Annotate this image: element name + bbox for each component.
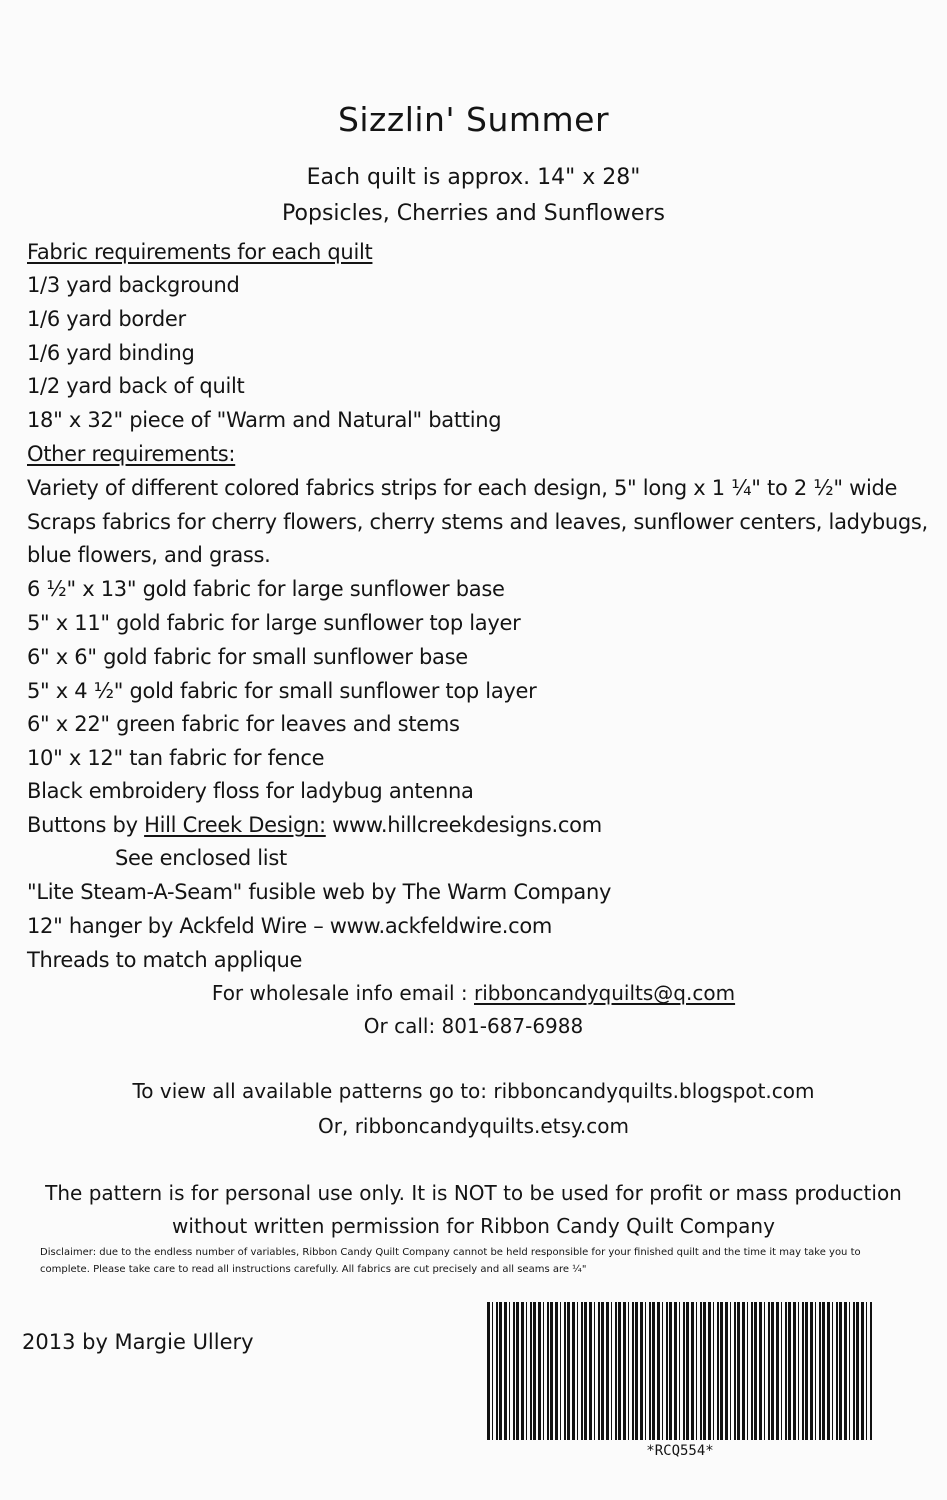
other-item: "Lite Steam-A-Seam" fusible web by The Warm Company [27,880,612,904]
buttons-line [27,813,602,837]
enclosed-list-note: See enclosed list [115,846,287,870]
fabric-requirements-heading: Fabric requirements for each quilt [27,240,373,264]
pattern-title: Sizzlin' Summer [337,100,610,139]
wholesale-line [0,981,947,1005]
wholesale-prefix: For wholesale info email : [211,981,475,1005]
other-item: Black embroidery floss for ladybug antenna [27,779,474,803]
hill-creek-design-link: Hill Creek Design: [144,813,326,837]
etsy-line: Or, ribboncandyquilts.etsy.com [318,1114,629,1138]
call-line: Or call: 801-687-6988 [363,1014,584,1038]
fabric-item: 1/3 yard background [27,273,240,297]
copyright: 2013 by Margie Ullery [22,1330,254,1354]
quilt-size: Each quilt is approx. 14" x 28" [306,165,641,190]
other-item: 6" x 22" green fabric for leaves and stems [27,712,460,736]
wholesale-email: ribboncandyquilts@q.com [474,981,736,1005]
fabric-item: 1/6 yard binding [27,341,195,365]
other-requirements-heading: Other requirements: [27,442,236,466]
personal-use-line-1: The pattern is for personal use only. It is NOT to be used for profit or mass production [45,1181,902,1205]
other-item: blue flowers, and grass. [27,543,271,567]
fabric-item: 18" x 32" piece of "Warm and Natural" batting [27,408,502,432]
patterns-line: To view all available patterns go to: ribboncandyquilts.blogspot.com [132,1079,815,1103]
other-item: Scraps fabrics for cherry flowers, cherry stems and leaves, sunflower centers, ladybugs, [27,510,928,534]
other-item: 12" hanger by Ackfeld Wire – www.ackfeldwire.com [27,914,553,938]
fabric-item: 1/6 yard border [27,307,186,331]
barcode-text: *RCQ554* [646,1443,714,1459]
other-item: 6" x 6" gold fabric for small sunflower base [27,645,468,669]
other-item: 6 ½" x 13" gold fabric for large sunflower base [27,577,505,601]
other-item: 5" x 4 ½" gold fabric for small sunflower top layer [27,679,537,703]
other-item: Threads to match applique [27,948,303,972]
buttons-prefix: Buttons by [27,813,145,837]
hill-creek-url: www.hillcreekdesigns.com [325,813,602,837]
fabric-item: 1/2 yard back of quilt [27,374,245,398]
quilt-designs: Popsicles, Cherries and Sunflowers [282,201,665,226]
disclaimer: Disclaimer: due to the endless number of variables, Ribbon Candy Quilt Company cannot be held responsible for your finished quilt and the time it may take you to complete. Please take care to read all instructions carefully. All fabrics are cut precisely and all seams are ¼" [40,1247,861,1275]
other-item: Variety of different colored fabrics strips for each design, 5" long x 1 ¼" to 2 ½" wide [27,476,898,500]
other-item: 10" x 12" tan fabric for fence [27,746,325,770]
personal-use-line-2: without written permission for Ribbon Candy Quilt Company [172,1214,775,1238]
barcode [487,1302,873,1440]
other-item: 5" x 11" gold fabric for large sunflower top layer [27,611,521,635]
